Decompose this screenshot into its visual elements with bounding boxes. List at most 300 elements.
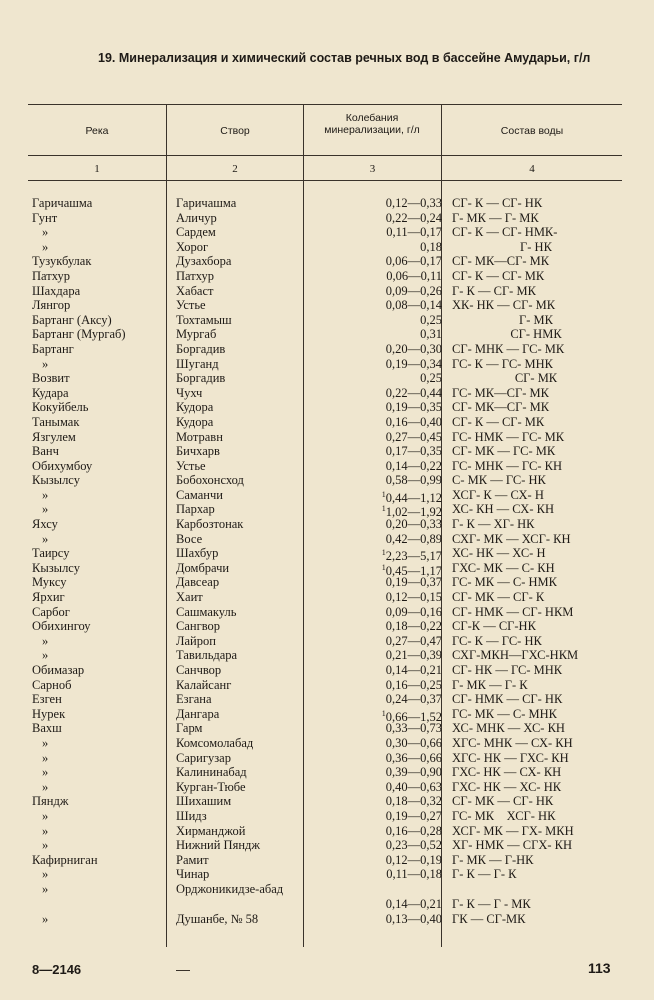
mineralization-cell bbox=[308, 897, 442, 912]
table-row bbox=[28, 546, 622, 564]
site-cell: Калайсанг bbox=[176, 677, 232, 692]
table-row bbox=[28, 415, 622, 430]
composition-cell: СГ- К — СГ- МК bbox=[452, 268, 545, 283]
river-cell: » bbox=[42, 838, 49, 853]
mineralization-value: 0,18—0,22 bbox=[385, 619, 442, 634]
mineralization-cell bbox=[308, 634, 442, 649]
header-site: Створ bbox=[220, 125, 250, 137]
mineralization-value: 2,23—5,17 bbox=[385, 549, 442, 564]
river-cell: » bbox=[42, 648, 49, 663]
composition-cell: СГ- МК—СГ- МК bbox=[452, 400, 550, 415]
river-cell: Обихингоу bbox=[32, 619, 91, 634]
site-cell: Хаит bbox=[176, 590, 203, 605]
site-cell: Кудора bbox=[176, 414, 214, 429]
table-row bbox=[28, 824, 622, 839]
table-row bbox=[28, 444, 622, 459]
table-row bbox=[28, 838, 622, 853]
river-cell: Вахш bbox=[32, 721, 62, 736]
composition-cell: ГС- МК—СГ- МК bbox=[452, 385, 549, 400]
site-cell: Саригузар bbox=[176, 750, 231, 765]
mineralization-value: 0,22—0,24 bbox=[385, 210, 442, 225]
river-cell: » bbox=[42, 502, 49, 517]
river-cell: » bbox=[42, 779, 49, 794]
table-row bbox=[28, 765, 622, 780]
composition-cell: СГ- НМК — СГ- НКМ bbox=[452, 604, 574, 619]
composition-cell: СГ- К — СГ- НМК- bbox=[452, 225, 558, 240]
site-cell: Сангвор bbox=[176, 619, 221, 634]
mineralization-cell bbox=[308, 415, 442, 430]
site-cell: Дангара bbox=[176, 706, 220, 721]
river-cell: Сарбог bbox=[32, 604, 70, 619]
site-cell: Калининабад bbox=[176, 765, 247, 780]
footnote-mark: 1 bbox=[381, 504, 386, 514]
river-cell: » bbox=[42, 823, 49, 838]
composition-cell: ХС- КН — СХ- КН bbox=[452, 502, 554, 517]
river-cell: Пяндж bbox=[32, 794, 69, 809]
river-cell: » bbox=[42, 225, 49, 240]
composition-cell: СХГ- МК — ХСГ- КН bbox=[452, 531, 571, 546]
site-cell: Давсеар bbox=[176, 575, 220, 590]
composition-cell: СГ- К — СГ- НК bbox=[452, 196, 543, 210]
mineralization-value: 0,27—0,47 bbox=[385, 633, 442, 648]
table-row bbox=[28, 634, 622, 649]
site-cell: Комсомолабад bbox=[176, 735, 254, 750]
composition-cell: Г- К — ХГ- НК bbox=[452, 517, 535, 532]
mineralization-cell bbox=[308, 327, 442, 342]
mineralization-value: 0,40—0,63 bbox=[385, 779, 442, 794]
table-row bbox=[28, 853, 622, 868]
mineralization-cell bbox=[308, 357, 442, 372]
mineralization-value: 1,02—1,92 bbox=[385, 505, 442, 520]
col-number-4: 4 bbox=[529, 163, 535, 175]
site-cell: Тохтамыш bbox=[176, 312, 232, 327]
composition-cell: ХСГ- К — СХ- Н bbox=[452, 487, 544, 502]
mineralization-value: 0,24—0,37 bbox=[385, 692, 442, 707]
site-cell: Чухч bbox=[176, 385, 203, 400]
composition-cell: ХК- НК — СГ- МК bbox=[452, 298, 556, 313]
site-cell: Санчвор bbox=[176, 663, 222, 677]
site-cell: Мотравн bbox=[176, 429, 223, 444]
mineralization-value: 0,22—0,44 bbox=[385, 385, 442, 400]
site-cell: Патхур bbox=[176, 268, 214, 283]
composition-cell: СГ- НМК bbox=[510, 327, 562, 342]
header-composition: Состав воды bbox=[500, 125, 564, 137]
site-cell: Саманчи bbox=[176, 487, 223, 502]
river-cell: » bbox=[42, 239, 49, 254]
site-cell: Карбозтонак bbox=[176, 517, 244, 532]
composition-cell: ГС- МК — С- МНК bbox=[452, 706, 557, 721]
mineralization-value: 0,17—0,35 bbox=[385, 444, 442, 459]
mineralization-value: 0,45—1,17 bbox=[385, 563, 442, 578]
mineralization-value: 0,19—0,37 bbox=[385, 575, 442, 590]
river-cell: Таирсу bbox=[32, 546, 70, 561]
mineralization-value: 0,44—1,12 bbox=[385, 490, 442, 505]
river-cell: Ярхиг bbox=[32, 590, 65, 605]
river-cell: Кызылсу bbox=[32, 560, 80, 575]
site-cell: Бобохонсход bbox=[176, 473, 244, 488]
mineralization-cell bbox=[308, 225, 442, 240]
mineralization-cell bbox=[308, 663, 442, 678]
mineralization-value: 0,11—0,17 bbox=[386, 225, 442, 240]
mineralization-value: 0,16—0,40 bbox=[385, 414, 442, 429]
mineralization-value: 0,11—0,18 bbox=[386, 867, 442, 882]
mineralization-cell bbox=[308, 298, 442, 313]
site-cell: Устье bbox=[176, 298, 206, 313]
mineralization-value: 0,12—0,15 bbox=[385, 590, 442, 605]
site-cell: Шуганд bbox=[176, 356, 219, 371]
mineralization-cell bbox=[308, 794, 442, 809]
river-cell: Кызылсу bbox=[32, 473, 80, 488]
table-row bbox=[28, 473, 622, 488]
table-row bbox=[28, 663, 622, 678]
site-cell: Кудора bbox=[176, 400, 214, 415]
composition-cell: СГ- МК—СГ- МК bbox=[452, 254, 550, 269]
mineralization-cell bbox=[308, 269, 442, 284]
composition-cell: ГК — СГ-МК bbox=[452, 911, 526, 926]
river-cell: » bbox=[42, 633, 49, 648]
table-row bbox=[28, 575, 622, 590]
river-cell: Яхсу bbox=[32, 517, 58, 532]
mineralization-cell bbox=[308, 444, 442, 459]
mineralization-cell bbox=[308, 342, 442, 357]
river-cell: Нурек bbox=[32, 706, 66, 721]
mineralization-value: 0,66—1,52 bbox=[385, 709, 442, 724]
mineralization-cell bbox=[308, 386, 442, 401]
mineralization-cell bbox=[308, 517, 442, 532]
mineralization-value: 0,12—0,33 bbox=[385, 196, 442, 210]
mineralization-value: 0,19—0,35 bbox=[385, 400, 442, 415]
site-cell: Душанбе, № 58 bbox=[176, 911, 259, 926]
composition-cell: С- МК — ГС- НК bbox=[452, 473, 546, 488]
table-row bbox=[28, 327, 622, 342]
river-cell: Ванч bbox=[32, 444, 59, 459]
mineralization-value: 0,18—0,32 bbox=[385, 794, 442, 809]
table-row bbox=[28, 794, 622, 809]
site-cell: Пархар bbox=[176, 502, 215, 517]
composition-cell: Г- НК bbox=[520, 239, 552, 254]
composition-cell: ХС- НК — ХС- Н bbox=[452, 546, 546, 561]
table-row bbox=[28, 532, 622, 547]
table-row bbox=[28, 590, 622, 605]
composition-cell: СГ- МК — СГ- К bbox=[452, 590, 545, 605]
composition-cell: ГС- НМК — ГС- МК bbox=[452, 429, 565, 444]
mineralization-value: 0,39—0,90 bbox=[385, 765, 442, 780]
composition-cell: ХГС- МНК — СХ- КН bbox=[452, 735, 573, 750]
mineralization-cell bbox=[308, 473, 442, 488]
site-cell: Чинар bbox=[176, 867, 210, 882]
mineralization-value: 0,19—0,34 bbox=[385, 356, 442, 371]
mineralization-value: 0,12—0,19 bbox=[385, 852, 442, 867]
river-cell: » bbox=[42, 808, 49, 823]
river-cell: Язгулем bbox=[32, 429, 76, 444]
table-row bbox=[28, 240, 622, 255]
mineralization-value: 0,25 bbox=[420, 371, 442, 386]
river-cell: Гунт bbox=[32, 210, 58, 225]
river-cell: Муксу bbox=[32, 575, 67, 590]
composition-cell: СГ-К — СГ-НК bbox=[452, 619, 536, 634]
table-row bbox=[28, 211, 622, 226]
composition-cell: Г- МК — Г- МК bbox=[452, 210, 539, 225]
mineralization-cell bbox=[308, 371, 442, 386]
river-cell: » bbox=[42, 750, 49, 765]
footnote-mark: 1 bbox=[381, 562, 386, 572]
site-cell: Гаричашма bbox=[176, 196, 237, 210]
col-number-1: 1 bbox=[94, 163, 100, 175]
col-number-2: 2 bbox=[232, 163, 238, 175]
mineralization-cell bbox=[308, 240, 442, 255]
composition-cell: ГС- К — ГС- НК bbox=[452, 633, 542, 648]
number-row-rule bbox=[28, 180, 622, 181]
river-cell: » bbox=[42, 765, 49, 780]
river-cell: Обимазар bbox=[32, 663, 85, 677]
river-cell: Лянгор bbox=[32, 298, 71, 313]
mineralization-cell bbox=[308, 736, 442, 751]
mineralization-cell bbox=[308, 459, 442, 474]
table-row bbox=[28, 912, 622, 927]
composition-cell: ХСГ- МК — ГХ- МКН bbox=[452, 823, 574, 838]
site-cell: Шахбур bbox=[176, 546, 219, 561]
footer-signature: 8—2146 bbox=[32, 962, 82, 977]
composition-cell: ГХС- МК — С- КН bbox=[452, 560, 555, 575]
river-cell: » bbox=[42, 867, 49, 882]
mineralization-value: 0,16—0,25 bbox=[385, 677, 442, 692]
table-row bbox=[28, 707, 622, 722]
composition-cell: ХС- МНК — ХС- КН bbox=[452, 721, 565, 736]
mineralization-cell bbox=[308, 780, 442, 795]
site-cell: Лайроп bbox=[176, 633, 216, 648]
river-cell: Гаричашма bbox=[32, 196, 93, 210]
site-cell: Сардем bbox=[176, 225, 216, 240]
mineralization-cell bbox=[308, 284, 442, 299]
mineralization-value: 0,25 bbox=[420, 312, 442, 327]
river-cell: Кафирниган bbox=[32, 852, 98, 867]
composition-cell: ГХС- НК — ХС- НК bbox=[452, 779, 562, 794]
page-number: 113 bbox=[588, 960, 611, 976]
mineralization-value: 0,23—0,52 bbox=[385, 838, 442, 853]
mineralization-value: 0,31 bbox=[420, 327, 442, 342]
table-row bbox=[28, 488, 622, 503]
mineralization-cell bbox=[308, 648, 442, 663]
mineralization-cell bbox=[308, 853, 442, 868]
site-cell: Езгана bbox=[176, 692, 212, 707]
mineralization-cell bbox=[308, 254, 442, 269]
mineralization-cell bbox=[308, 532, 442, 547]
composition-cell: ГС- МНК — ГС- КН bbox=[452, 458, 562, 473]
river-cell: » bbox=[42, 531, 49, 546]
site-cell: Бичхарв bbox=[176, 444, 220, 459]
mineralization-cell bbox=[308, 575, 442, 590]
mineralization-cell bbox=[308, 721, 442, 736]
table-row bbox=[28, 400, 622, 415]
table-row bbox=[28, 284, 622, 299]
mineralization-cell bbox=[308, 692, 442, 707]
footnote-mark: 1 bbox=[381, 548, 386, 558]
site-cell: Орджоникидзе-абад bbox=[176, 881, 284, 896]
table-row bbox=[28, 721, 622, 736]
table-row bbox=[28, 371, 622, 386]
table-row bbox=[28, 225, 622, 240]
site-cell: Хирманджой bbox=[176, 823, 246, 838]
mineralization-value: 0,30—0,66 bbox=[385, 735, 442, 750]
composition-cell: СГ- МК bbox=[514, 371, 558, 386]
mineralization-cell bbox=[308, 196, 442, 211]
mineralization-cell bbox=[308, 765, 442, 780]
river-cell: » bbox=[42, 356, 49, 371]
composition-cell: Г- К — Г- К bbox=[452, 867, 517, 882]
site-cell: Шихашим bbox=[176, 794, 232, 809]
composition-cell: СГ- МК — СГ- НК bbox=[452, 794, 554, 809]
table-row bbox=[28, 430, 622, 445]
header-mineralization: Колебания минерализации, г/л bbox=[324, 112, 420, 136]
table-row bbox=[28, 692, 622, 707]
site-cell: Рамит bbox=[176, 852, 209, 867]
mineralization-value: 0,08—0,14 bbox=[385, 298, 442, 313]
mineralization-cell bbox=[308, 590, 442, 605]
site-cell: Хабаст bbox=[176, 283, 214, 298]
mineralization-cell bbox=[308, 619, 442, 634]
mineralization-value: 0,58—0,99 bbox=[385, 473, 442, 488]
mineralization-cell bbox=[308, 838, 442, 853]
footnote-mark: 1 bbox=[381, 489, 386, 499]
mineralization-value: 0,18 bbox=[420, 239, 442, 254]
river-cell: Шахдара bbox=[32, 283, 81, 298]
river-cell: Обихумбоу bbox=[32, 458, 93, 473]
mineralization-value: 0,42—0,89 bbox=[385, 531, 442, 546]
river-cell: Кудара bbox=[32, 385, 69, 400]
river-cell: » bbox=[42, 911, 49, 926]
river-cell: » bbox=[42, 881, 49, 896]
river-cell: Сарноб bbox=[32, 677, 72, 692]
river-cell: Бартанг (Мургаб) bbox=[32, 327, 126, 342]
mineralization-value: 0,20—0,30 bbox=[385, 341, 442, 356]
table-row bbox=[28, 459, 622, 474]
table-row bbox=[28, 678, 622, 693]
site-cell: Курган-Тюбе bbox=[176, 779, 246, 794]
table-row bbox=[28, 517, 622, 532]
composition-cell: СГ- НМК — СГ- НК bbox=[452, 692, 563, 707]
table-row bbox=[28, 298, 622, 313]
composition-cell: ГС- К — ГС- МНК bbox=[452, 356, 553, 371]
river-cell: Езген bbox=[32, 692, 62, 707]
table-row bbox=[28, 882, 622, 912]
mineralization-value: 0,14—0,21 bbox=[385, 663, 442, 677]
table-row bbox=[28, 386, 622, 401]
mineralization-cell bbox=[308, 824, 442, 839]
site-cell: Дузахбора bbox=[176, 254, 232, 269]
footnote-mark: 1 bbox=[381, 708, 386, 718]
composition-cell: СГ- МНК — ГС- МК bbox=[452, 341, 565, 356]
composition-cell: ГХС- НК — СХ- КН bbox=[452, 765, 562, 780]
mineralization-value: 0,13—0,40 bbox=[385, 911, 442, 926]
river-cell: » bbox=[42, 735, 49, 750]
mineralization-cell bbox=[308, 809, 442, 824]
mineralization-value: 0,19—0,27 bbox=[385, 808, 442, 823]
site-cell: Восе bbox=[176, 531, 203, 546]
composition-cell: СХГ-МКН—ГХС-НКМ bbox=[452, 648, 579, 663]
table-row bbox=[28, 313, 622, 328]
mineralization-value: 0,27—0,45 bbox=[385, 429, 442, 444]
mineralization-cell bbox=[308, 400, 442, 415]
header-bottom-rule bbox=[28, 155, 622, 156]
table-row bbox=[28, 269, 622, 284]
table-row bbox=[28, 254, 622, 269]
river-cell: Возвит bbox=[32, 371, 70, 386]
table-body bbox=[28, 196, 622, 927]
site-cell: Шидз bbox=[176, 808, 207, 823]
table-row bbox=[28, 736, 622, 751]
river-cell: Бартанг bbox=[32, 341, 74, 356]
table-row bbox=[28, 751, 622, 766]
mineralization-value: 0,09—0,26 bbox=[385, 283, 442, 298]
composition-cell: Г- МК — Г-НК bbox=[452, 852, 534, 867]
composition-cell: Г- МК — Г- К bbox=[452, 677, 528, 692]
composition-cell: ГС- МК — С- НМК bbox=[452, 575, 557, 590]
table-row bbox=[28, 809, 622, 824]
table-row bbox=[28, 619, 622, 634]
site-cell: Боргадив bbox=[176, 371, 226, 386]
river-cell: Танымак bbox=[32, 414, 80, 429]
mineralization-cell bbox=[308, 912, 442, 927]
mineralization-value: 0,21—0,39 bbox=[385, 648, 442, 663]
site-cell: Мургаб bbox=[176, 327, 217, 342]
mineralization-cell bbox=[308, 605, 442, 620]
composition-cell: ХГ- НМК — СГХ- КН bbox=[452, 838, 573, 853]
site-cell: Хорог bbox=[176, 239, 209, 254]
table-row bbox=[28, 502, 622, 520]
site-cell: Нижний Пяндж bbox=[176, 838, 261, 853]
river-cell: Кокуйбель bbox=[32, 400, 89, 415]
table-row bbox=[28, 605, 622, 620]
composition-cell: ХГС- НК — ГХС- КН bbox=[452, 750, 569, 765]
mineralization-cell bbox=[308, 867, 442, 882]
mineralization-value: 0,33—0,73 bbox=[385, 721, 442, 736]
mineralization-value: 0,20—0,33 bbox=[385, 517, 442, 532]
composition-cell: СГ- НК — ГС- МНК bbox=[452, 663, 563, 677]
table-row bbox=[28, 561, 622, 576]
mineralization-value: 0,36—0,66 bbox=[385, 750, 442, 765]
composition-cell: Г- МК bbox=[519, 312, 553, 327]
site-cell: Домбрачи bbox=[176, 560, 230, 575]
mineralization-cell bbox=[308, 211, 442, 226]
mineralization-cell bbox=[308, 313, 442, 328]
mineralization-value: 0,16—0,28 bbox=[385, 823, 442, 838]
site-cell: Аличур bbox=[176, 210, 217, 225]
river-cell: Патхур bbox=[32, 268, 70, 283]
table-row bbox=[28, 780, 622, 795]
site-cell: Тавильдара bbox=[176, 648, 238, 663]
composition-cell: СГ- К — СГ- МК bbox=[452, 414, 545, 429]
col-number-3: 3 bbox=[369, 163, 376, 175]
table-row bbox=[28, 342, 622, 357]
composition-cell: ГС- МК ХСГ- НК bbox=[452, 808, 556, 823]
mineralization-value: 0,06—0,11 bbox=[386, 268, 442, 283]
header-river: Река bbox=[85, 125, 109, 137]
mineralization-value: 0,09—0,16 bbox=[385, 604, 442, 619]
mineralization-value: 0,14—0,22 bbox=[385, 458, 442, 473]
table-row bbox=[28, 196, 622, 211]
header-top-rule bbox=[28, 104, 622, 105]
mineralization-value: 0,06—0,17 bbox=[385, 254, 442, 269]
composition-cell: СГ- МК — ГС- МК bbox=[452, 444, 556, 459]
mineralization-cell bbox=[308, 751, 442, 766]
mineralization-value: 0,14—0,21 bbox=[385, 896, 442, 911]
mineralization-cell bbox=[308, 430, 442, 445]
table-row bbox=[28, 867, 622, 882]
river-cell: Тузукбулак bbox=[32, 254, 92, 269]
river-cell: Бартанг (Аксу) bbox=[32, 312, 112, 327]
site-cell: Сашмакуль bbox=[176, 604, 237, 619]
table-row bbox=[28, 648, 622, 663]
